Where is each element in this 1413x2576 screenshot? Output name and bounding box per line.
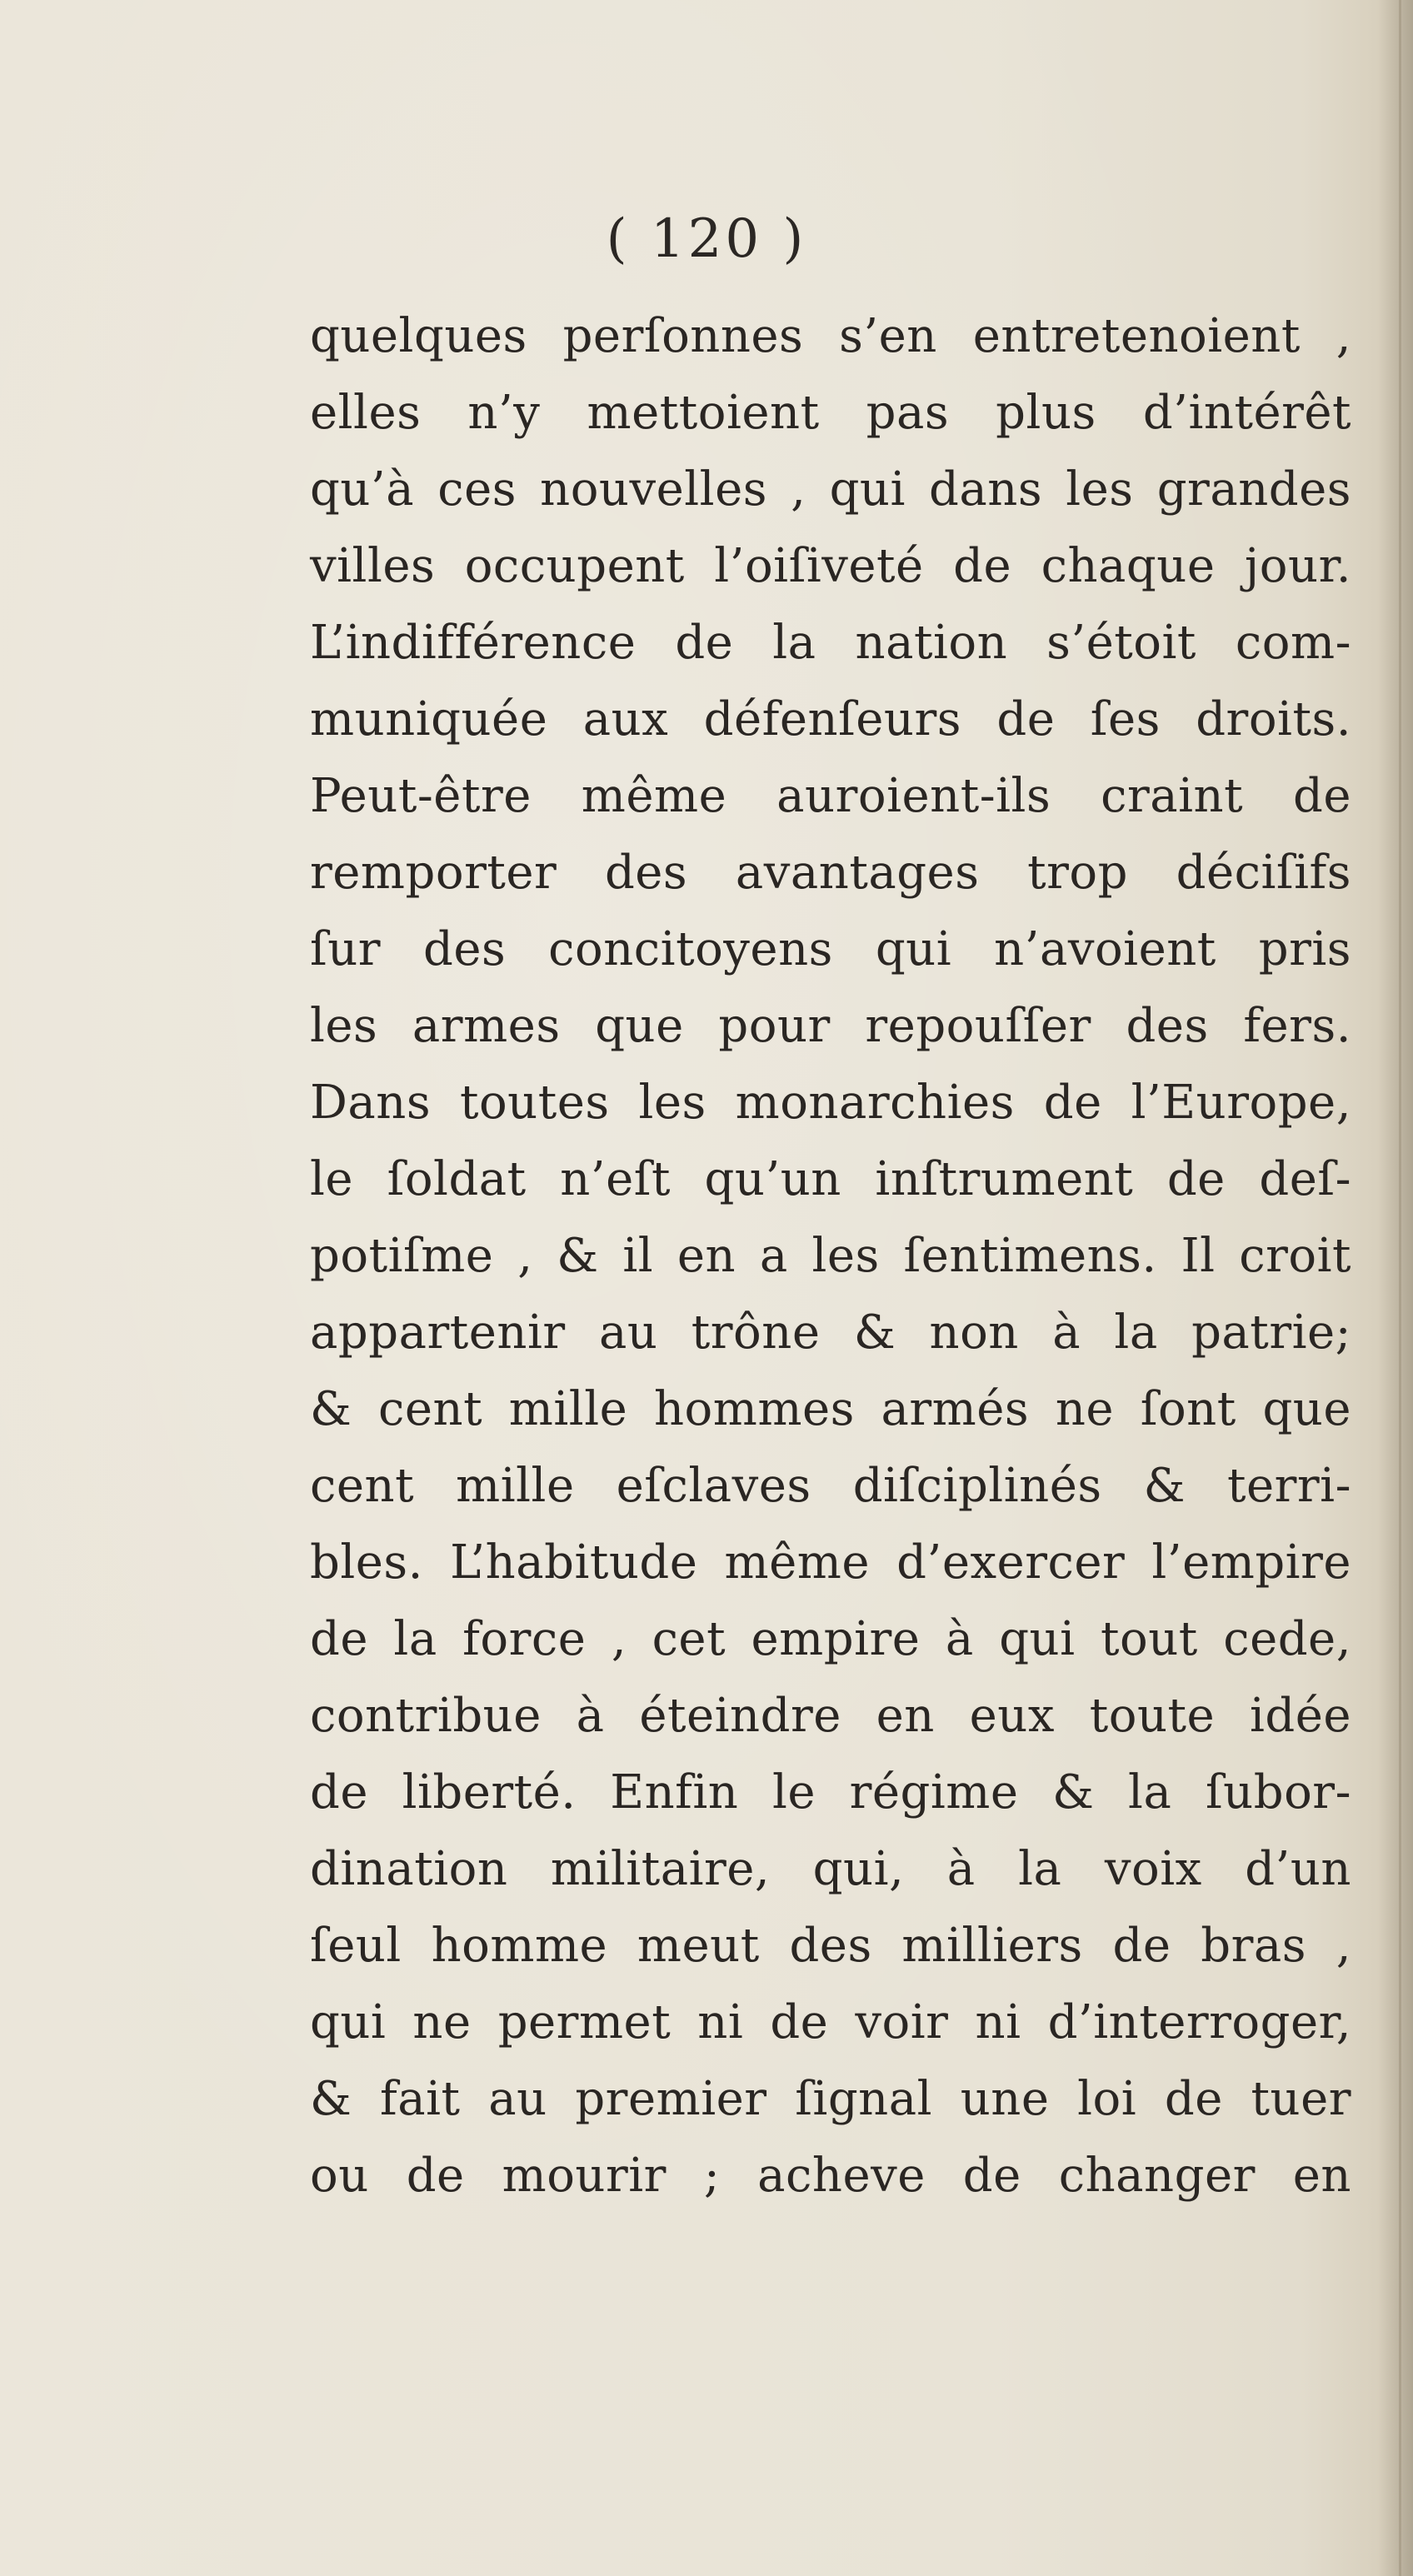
- body-text: [310, 298, 1351, 2214]
- text-line: qu’à ces nouvelles , qui dans les grandes: [310, 462, 1351, 517]
- text-line: muniquée aux défenſeurs de ſes droits.: [310, 692, 1351, 746]
- text-line: potiſme , & il en a les ſentimens. Il croit: [310, 1229, 1351, 1283]
- text-line: ſur des concitoyens qui n’avoient pris: [310, 922, 1351, 976]
- text-line: ſeul homme meut des milliers de bras ,: [310, 1919, 1351, 1973]
- text-line: L’indifférence de la nation s’étoit com-: [310, 616, 1351, 670]
- text-line: & fait au premier ſignal une loi de tuer: [310, 2072, 1351, 2126]
- text-line: de la force , cet empire à qui tout cede,: [310, 1612, 1351, 1666]
- page-edge: [1399, 0, 1401, 2576]
- text-line: remporter des avantages trop déciſifs: [310, 846, 1351, 900]
- text-line: qui ne permet ni de voir ni d’interroger,: [310, 1995, 1351, 2049]
- text-line: ou de mourir ; acheve de changer en: [310, 2149, 1351, 2203]
- text-line: elles n’y mettoient pas plus d’intérêt: [310, 386, 1351, 440]
- text-line: villes occupent l’oiſiveté de chaque jour.: [310, 539, 1351, 593]
- text-line: de liberté. Enfin le régime & la ſubor-: [310, 1765, 1351, 1820]
- text-line: Peut-être même auroient-ils craint de: [310, 769, 1351, 823]
- text-line: les armes que pour repouſſer des fers.: [310, 999, 1351, 1053]
- text-line: Dans toutes les monarchies de l’Europe,: [310, 1076, 1351, 1130]
- text-line: le ſoldat n’eſt qu’un inſtrument de deſ-: [310, 1152, 1351, 1206]
- page-gutter-shadow: [1378, 0, 1413, 2576]
- page-number: ( 120 ): [606, 208, 807, 270]
- text-line: quelques perſonnes s’en entretenoient ,: [310, 309, 1351, 363]
- text-line: cent mille eſclaves diſciplinés & terri-: [310, 1459, 1351, 1513]
- text-line: dination militaire, qui, à la voix d’un: [310, 1842, 1351, 1896]
- text-line: appartenir au trône & non à la patrie;: [310, 1305, 1351, 1360]
- text-line: bles. L’habitude même d’exercer l’empire: [310, 1535, 1351, 1590]
- text-line: contribue à éteindre en eux toute idée: [310, 1689, 1351, 1743]
- text-line: & cent mille hommes armés ne ſont que: [310, 1382, 1351, 1436]
